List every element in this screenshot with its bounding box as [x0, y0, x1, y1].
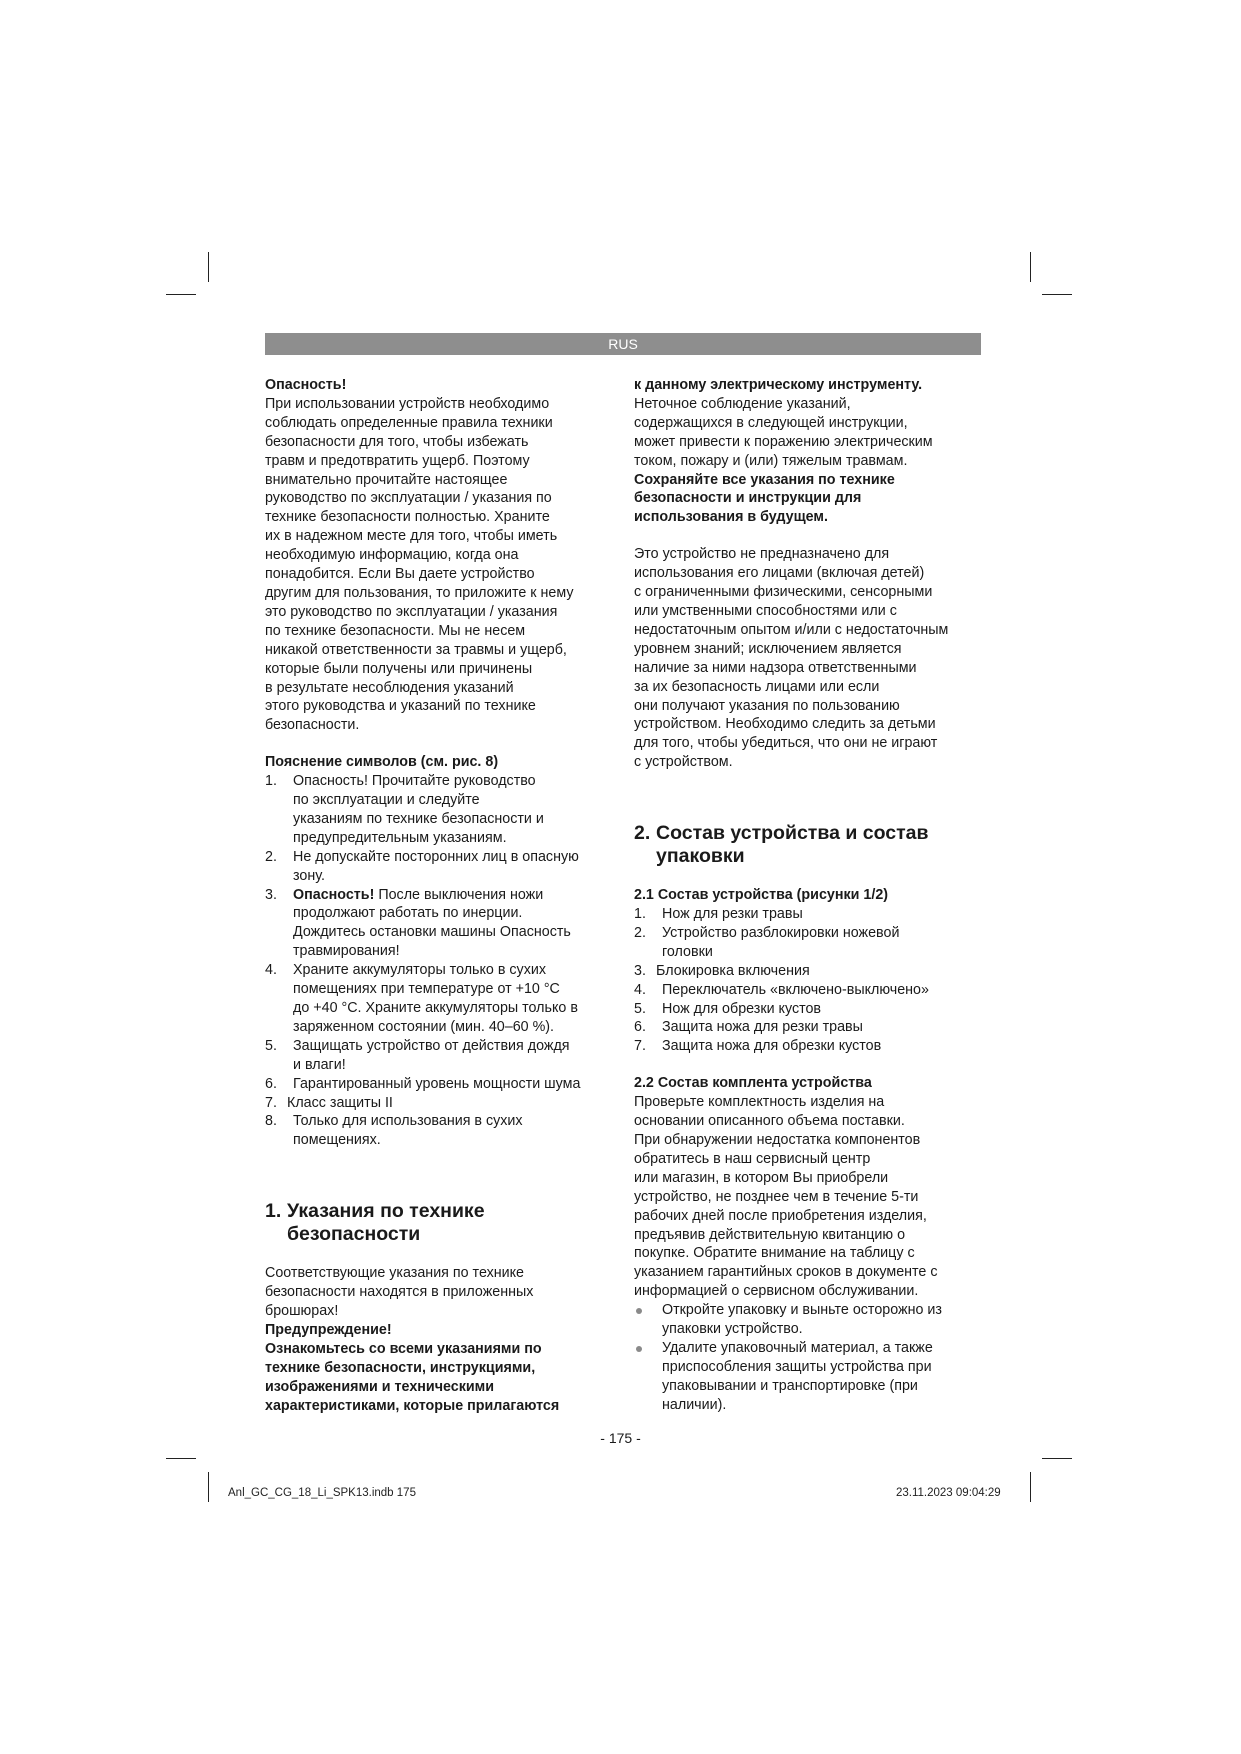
item-text: до +40 °C. Храните аккумуляторы только в [293, 1000, 578, 1016]
item-number: 3. [634, 962, 646, 979]
item-bold: Опасность! [293, 886, 375, 903]
item-text: Дождитесь остановки машины Опасность [293, 924, 571, 941]
save-instructions [634, 472, 895, 526]
symbol-item [265, 1112, 625, 1150]
section-2-2-title: 2.2 Состав комплента устройства [634, 1075, 872, 1092]
text-line: информацией о сервисном обслуживании. [634, 1283, 919, 1300]
footer-datetime: 23.11.2023 09:04:29 [896, 1487, 1001, 1499]
text-line: они получают указания по пользованию [634, 697, 900, 714]
text-line: необходимую информацию, когда она [265, 547, 519, 564]
warning-consequences [634, 395, 984, 471]
text-line: использования в будущем. [634, 509, 828, 526]
item-number: 5. [634, 1000, 646, 1017]
item-text: Гарантированный уровень мощности шума [293, 1075, 581, 1092]
crop-mark [166, 1458, 196, 1459]
item-number: 1. [634, 906, 646, 923]
warning-continued: к данному электрическому инструменту. [634, 377, 923, 393]
item-text: Только для использования в сухих [293, 1113, 523, 1130]
crop-mark [208, 252, 209, 282]
text-line: предъявив действительную квитанцию о [634, 1226, 906, 1243]
symbols-title: Пояснение символов (см. рис. 8) [265, 754, 499, 771]
item-text: Защищать устройство от действия дождя [293, 1037, 570, 1054]
item-number: 6. [265, 1075, 277, 1092]
symbol-item [265, 1094, 625, 1113]
language-header: RUS [265, 333, 981, 355]
text-line: с ограниченными физическими, сенсорными [634, 584, 933, 601]
text-line: безопасности для того, чтобы избежать [265, 433, 529, 450]
text-line: брошюрах! [265, 1303, 339, 1320]
text-line: или магазин, в котором Вы приобрели [634, 1169, 889, 1186]
text-line: безопасности находятся в приложенных [265, 1284, 534, 1301]
danger-text [265, 395, 625, 735]
text-line: уровнем знаний; исключением является [634, 640, 902, 657]
text-line: никакой ответственности за травмы и ущерб, [265, 641, 567, 658]
left-column [265, 376, 625, 1416]
symbol-item [265, 1037, 625, 1075]
item-number: 4. [265, 962, 277, 979]
part-item [634, 905, 984, 924]
item-text: и влаги! [293, 1056, 346, 1073]
text-line: понадобится. Если Вы даете устройство [265, 566, 535, 583]
item-text: предупредительным указаниям. [293, 829, 507, 846]
text-line: соблюдать определенные правила техники [265, 414, 553, 431]
item-text: зону. [293, 867, 325, 884]
item-text: Откройте упаковку и выньте осторожно из [662, 1302, 942, 1319]
text-line: по технике безопасности. Мы не несем [265, 622, 526, 639]
danger-title: Опасность! [265, 377, 347, 393]
text-line: их в надежном месте для того, чтобы иметь [265, 528, 558, 545]
item-text: указаниям по технике безопасности и [293, 810, 544, 827]
symbol-item [265, 848, 625, 886]
text-line: Это устройство не предназначено для [634, 546, 890, 563]
item-text: Блокировка включения [656, 962, 810, 979]
item-number: 5. [265, 1037, 277, 1054]
crop-mark [208, 1472, 209, 1502]
text-line: указанием гарантийных сроков в документе с [634, 1264, 938, 1281]
children-notice [634, 545, 984, 772]
item-number: 2. [634, 924, 646, 941]
part-item [634, 924, 984, 962]
item-text: После выключения ножи [374, 886, 544, 903]
text-line: безопасности и инструкции для [634, 490, 862, 507]
warning-text [265, 1341, 559, 1414]
right-column [634, 376, 984, 1415]
item-text: продолжают работать по инерции. [293, 905, 523, 922]
text-line: другим для пользования, то приложите к нему [265, 584, 574, 601]
item-number: 2. [265, 848, 277, 865]
crop-mark [1030, 1472, 1031, 1502]
text-line: в результате несоблюдения указаний [265, 679, 514, 696]
text-line: содержащихся в следующей инструкции, [634, 414, 908, 431]
text-line: или умственными способностями или с [634, 602, 897, 619]
bullet-dot-icon [636, 1308, 642, 1314]
crop-mark [1042, 294, 1072, 295]
text-line: наличие за ними надзора ответственными [634, 659, 917, 676]
item-number: 6. [634, 1019, 646, 1036]
item-text: наличии). [662, 1396, 727, 1413]
part-item [634, 1037, 984, 1056]
text-line: может привести к поражению электрическим [634, 433, 933, 450]
text-line: Сохраняйте все указания по технике [634, 471, 895, 488]
symbol-item [265, 772, 625, 848]
part-item [634, 981, 984, 1000]
text-line: руководство по эксплуатации / указания по [265, 490, 552, 507]
item-text: заряженном состоянии (мин. 40–60 %). [293, 1018, 555, 1035]
item-text: травмирования! [293, 943, 400, 960]
delivery-check-text [634, 1093, 984, 1301]
text-line: устройство, не позднее чем в течение 5-ти [634, 1188, 919, 1205]
item-text: по эксплуатации и следуйте [293, 792, 480, 809]
text-line: безопасности. [265, 717, 360, 734]
part-item [634, 962, 984, 981]
text-line: Проверьте комплектность изделия на [634, 1094, 885, 1111]
item-number: 4. [634, 981, 646, 998]
crop-mark [1042, 1458, 1072, 1459]
item-text: Опасность! Прочитайте руководство [293, 773, 536, 790]
text-line: внимательно прочитайте настоящее [265, 471, 508, 488]
text-line: При обнаружении недостатка компонентов [634, 1132, 921, 1148]
symbol-item [265, 961, 625, 1037]
part-item [634, 1018, 984, 1037]
section-2-1-title: 2.1 Состав устройства (рисунки 1/2) [634, 887, 889, 904]
text-line: устройством. Необходимо следить за детьми [634, 716, 936, 733]
text-line: технике безопасности, инструкциями, [265, 1359, 536, 1376]
item-text: Нож для обрезки кустов [662, 1000, 822, 1017]
bullet-item [634, 1301, 984, 1339]
item-text: Класс защиты II [287, 1094, 393, 1111]
item-text: головки [662, 943, 713, 960]
item-number: 7. [265, 1094, 277, 1111]
text-line: с устройством. [634, 754, 733, 771]
item-number: 3. [265, 886, 277, 903]
text-line: рабочих дней после приобретения изделия, [634, 1207, 927, 1224]
text-line: использования его лицами (включая детей) [634, 565, 925, 582]
text-line: недостаточным опытом и/или с недостаточным [634, 621, 949, 638]
item-text: Не допускайте посторонних лиц в опасную [293, 848, 579, 865]
text-line: характеристиками, которые прилагаются [265, 1397, 560, 1414]
text-line: которые были получены или причинены [265, 660, 533, 677]
crop-mark [166, 294, 196, 295]
text-line: При использовании устройств необходимо [265, 395, 550, 412]
section-1-heading: 1. Указания по технике безопасности [265, 1200, 485, 1246]
item-text: Устройство разблокировки ножевой [662, 924, 900, 941]
item-text: Удалите упаковочный материал, а также [662, 1339, 933, 1356]
bullet-item [634, 1339, 984, 1415]
text-line: изображениями и техническими [265, 1378, 495, 1395]
text-line: за их безопасность лицами или если [634, 678, 880, 695]
bullet-dot-icon [636, 1346, 642, 1352]
symbol-item [265, 1075, 625, 1094]
text-line: Ознакомьтесь со всеми указаниями по [265, 1340, 542, 1357]
device-parts-list [634, 905, 984, 1056]
item-number: 8. [265, 1113, 277, 1130]
text-line: основании описанного объема поставки. [634, 1113, 905, 1130]
warning-title: Предупреждение! [265, 1321, 392, 1338]
item-text: Нож для резки травы [662, 906, 803, 923]
item-text: упаковки устройство. [662, 1321, 803, 1338]
item-text: упаковывании и транспортировке (при [662, 1377, 918, 1394]
text-line: этого руководства и указаний по технике [265, 698, 536, 715]
text-line: травм и предотвратить ущерб. Поэтому [265, 452, 530, 469]
footer-file: Anl_GC_CG_18_Li_SPK13.indb 175 [228, 1487, 416, 1499]
text-line: обратитесь в наш сервисный центр [634, 1150, 871, 1167]
text-line: Неточное соблюдение указаний, [634, 395, 851, 412]
unpacking-list [634, 1301, 984, 1414]
safety-brochures-text [265, 1264, 625, 1321]
page-number: - 175 - [600, 1430, 641, 1446]
item-text: Защита ножа для резки травы [662, 1019, 863, 1036]
section-2-heading: 2. Состав устройства и состав упаковки [634, 822, 929, 868]
symbols-list [265, 772, 625, 1150]
text-line: покупке. Обратите внимание на таблицу с [634, 1245, 915, 1262]
symbol-item [265, 886, 625, 962]
text-line: технике безопасности полностью. Храните [265, 509, 550, 526]
item-text: Защита ножа для обрезки кустов [662, 1038, 882, 1055]
item-number: 1. [265, 773, 277, 790]
item-text: приспособления защиты устройства при [662, 1358, 932, 1375]
item-text: Переключатель «включено-выключено» [662, 981, 929, 998]
text-line: это руководство по эксплуатации / указания [265, 603, 558, 620]
text-line: током, пожару и (или) тяжелым травмам. [634, 452, 908, 469]
item-text: Храните аккумуляторы только в сухих [293, 962, 546, 979]
text-line: для того, чтобы убедиться, что они не играют [634, 735, 938, 752]
item-text: помещениях. [293, 1132, 381, 1149]
item-text: помещениях при температуре от +10 °C [293, 981, 560, 998]
crop-mark [1030, 252, 1031, 282]
item-number: 7. [634, 1038, 646, 1055]
text-line: Соответствующие указания по технике [265, 1265, 524, 1282]
part-item [634, 1000, 984, 1019]
